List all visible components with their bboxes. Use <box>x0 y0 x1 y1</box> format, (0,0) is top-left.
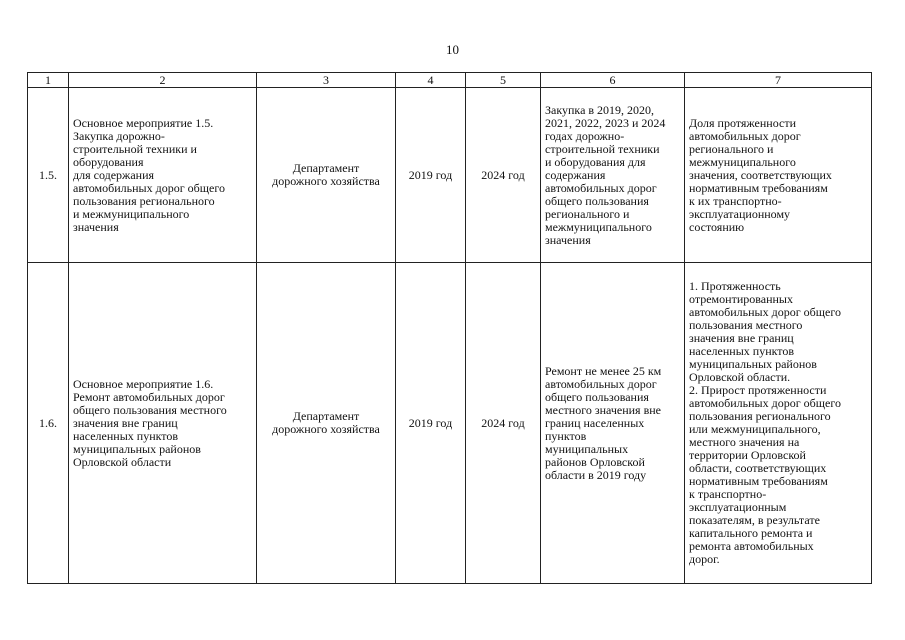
page-number: 10 <box>446 42 459 57</box>
header-cell: 6 <box>541 73 685 88</box>
program-table <box>27 72 872 584</box>
end-year-cell: 2024 год <box>466 263 541 584</box>
event-cell: Основное мероприятие 1.5. Закупка дорожно- строительной техники и оборудования для содержания автомобильных дорог общего пользования регионального и межмуниципального значения <box>69 88 257 263</box>
event-cell: Основное мероприятие 1.6. Ремонт автомобильных дорог общего пользования местного значения вне границ населенных пунктов муниципальных районов Орловской области <box>69 263 257 584</box>
header-cell: 1 <box>28 73 69 88</box>
header-cell: 4 <box>396 73 466 88</box>
table-row <box>28 88 872 263</box>
header-row <box>28 73 872 88</box>
indicator-cell: Доля протяженности автомобильных дорог регионального и межмуниципального значения, соответствующих нормативным требованиям к их транспортно- эксплуатационному состоянию <box>685 88 872 263</box>
row-number: 1.5. <box>28 88 69 263</box>
result-cell: Закупка в 2019, 2020, 2021, 2022, 2023 и 2024 годах дорожно- строительной техники и оборудования для содержания автомобильных дорог общего пользования регионального и межмуниципального значения <box>541 88 685 263</box>
result-cell: Ремонт не менее 25 км автомобильных дорог общего пользования местного значения вне границ населенных пунктов муниципальных районов Орловской области в 2019 году <box>541 263 685 584</box>
indicator-cell: 1. Протяженность отремонтированных автомобильных дорог общего пользования местного значения вне границ населенных пунктов муниципальных районов Орловской области. 2. Прирост протяженности автомобильных дорог общего пользования регионального или межмуниципального, местного значения на территории Орловской области, соответствующих нормативным требованиям к транспортно- эксплуатационным показателям, в результате капитального ремонта и ремонта автомобильных дорог. <box>685 263 872 584</box>
row-number: 1.6. <box>28 263 69 584</box>
header-cell: 2 <box>69 73 257 88</box>
header-cell: 7 <box>685 73 872 88</box>
end-year-cell: 2024 год <box>466 88 541 263</box>
start-year-cell: 2019 год <box>396 263 466 584</box>
executor-cell: Департамент дорожного хозяйства <box>257 88 396 263</box>
executor-cell: Департамент дорожного хозяйства <box>257 263 396 584</box>
header-cell: 5 <box>466 73 541 88</box>
start-year-cell: 2019 год <box>396 88 466 263</box>
header-cell: 3 <box>257 73 396 88</box>
table-row <box>28 263 872 584</box>
